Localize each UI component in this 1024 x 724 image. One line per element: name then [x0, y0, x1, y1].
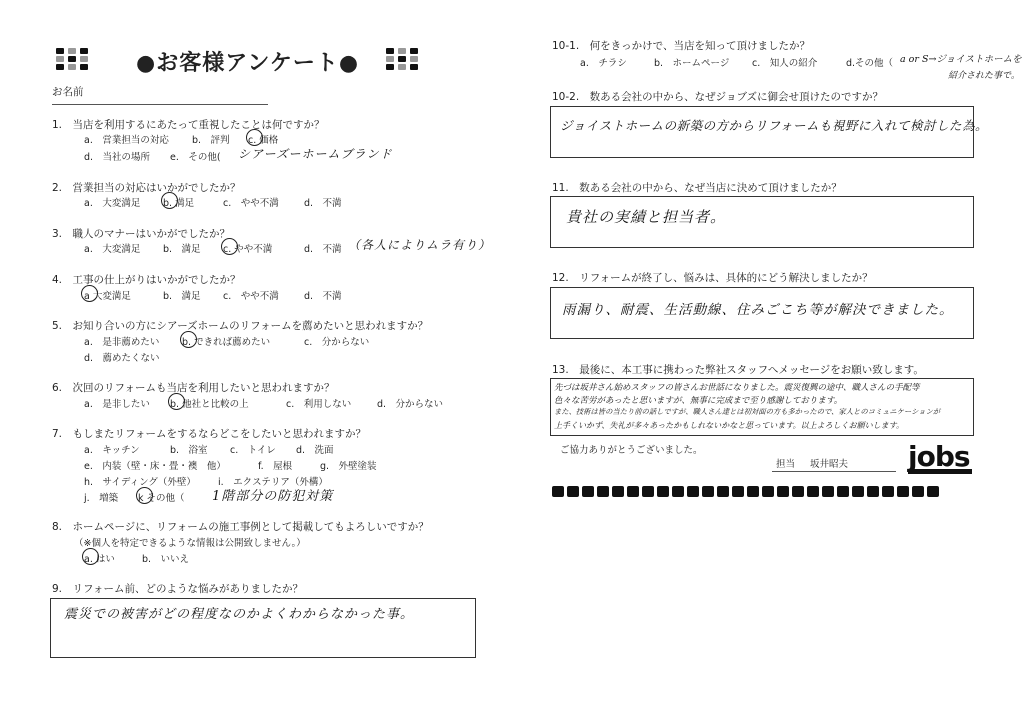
q4-option-b[interactable]: b. 満足	[163, 291, 201, 302]
q6-text: 6. 次回のリフォームも当店を利用したいと思われますか？	[52, 382, 335, 394]
q6-option-c[interactable]: c. 利用しない	[286, 399, 352, 410]
q7-option-a[interactable]: a. キッチン	[84, 445, 140, 456]
q3-option-c[interactable]: c. やや不満	[223, 244, 273, 255]
q1-option-c[interactable]: c. 価格	[248, 135, 279, 146]
q7-option-g[interactable]: g. 外壁塗装	[320, 461, 377, 472]
q1-option-a[interactable]: a. 営業担当の対応	[84, 135, 169, 146]
q7-text: 7. もしまたリフォームをするならどこをしたいと思われますか？	[52, 428, 366, 440]
q13-answer-line-4: 上手くいかず、失礼が多々あったかもしれないかなと思っています。以上よろしくお願いします。	[554, 421, 904, 430]
q7-option-d[interactable]: d. 洗面	[296, 445, 334, 456]
q2-selected-circle	[161, 192, 178, 209]
q7-option-k[interactable]: k その他（	[138, 493, 185, 504]
q7-option-b[interactable]: b. 浴室	[170, 445, 208, 456]
q7-option-h[interactable]: h. サイディング（外壁）	[84, 477, 196, 488]
q3-note-handwriting: （各人によりムラ有り）	[348, 238, 492, 252]
q8-note: （※個人を特定できるような情報は公開致しません。）	[74, 538, 306, 549]
q1-option-e[interactable]: e. その他(	[170, 152, 221, 163]
q11-answer-handwriting: 貴社の実績と担当者。	[566, 208, 727, 226]
q6-option-d[interactable]: d. 分からない	[377, 399, 444, 410]
q10-1-other-handwriting-2: 紹介された事で。	[948, 71, 1020, 81]
q3-text: 3. 職人のマナーはいかがでしたか？	[52, 228, 231, 240]
q2-text: 2. 営業担当の対応はいかがでしたか？	[52, 182, 241, 194]
name-underline	[52, 104, 268, 105]
q8-text: 8. ホームページに、リフォームの施工事例として掲載してもよろしいですか？	[52, 521, 429, 533]
q4-text: 4. 工事の仕上がりはいかがでしたか？	[52, 274, 241, 286]
jobs-logo-text: jobs	[908, 440, 970, 473]
staff-label: 担当	[776, 459, 796, 470]
name-label: お名前	[52, 86, 84, 98]
q4-selected-circle	[81, 285, 98, 302]
q1-other-handwriting: シアーズーホームブランド	[238, 147, 393, 161]
decor-squares-strip	[552, 486, 939, 497]
q4-option-a[interactable]: a 大変満足	[84, 291, 131, 302]
q10-2-answer-handwriting: ジョイストホームの新築の方からリフォームも視野に入れて検討した為。	[560, 118, 989, 133]
q7-other-handwriting: 1階部分の防犯対策	[212, 489, 334, 504]
q10-1-option-d[interactable]: d.その他（	[846, 58, 894, 69]
q13-answer-line-1: 先づは坂井さん始めスタッフの皆さんお世話になりました。震災復興の途中、職人さんの手配等	[554, 383, 920, 393]
q3-option-d[interactable]: d. 不満	[304, 244, 342, 255]
decor-squares-left	[56, 48, 90, 70]
q5-option-b[interactable]: b. できれば薦めたい	[182, 337, 271, 348]
q8-selected-circle	[82, 548, 99, 565]
q1-option-b[interactable]: b. 評判	[192, 135, 230, 146]
q9-text: 9. リフォーム前、どのような悩みがありましたか？	[52, 583, 303, 595]
q13-answer-line-2: 色々な苦労があったと思いますが、無事に完成まで至り感謝しております。	[554, 396, 843, 406]
q5-selected-circle	[180, 331, 197, 348]
q8-option-b[interactable]: b. いいえ	[142, 554, 190, 565]
q6-selected-circle	[168, 393, 185, 410]
q2-option-d[interactable]: d. 不満	[304, 198, 342, 209]
q10-1-option-a[interactable]: a. チラシ	[580, 58, 627, 69]
staff-underline	[772, 471, 896, 472]
page-title: ●お客様アンケート●	[136, 51, 360, 76]
q7-option-i[interactable]: i. エクステリア（外構）	[218, 477, 328, 488]
q10-1-text: 10-1. 何をきっかけで、当店を知って頂けましたか？	[552, 40, 810, 52]
q9-answer-handwriting: 震災での被害がどの程度なのかよくわからなかった事。	[64, 607, 415, 622]
q4-option-c[interactable]: c. やや不満	[223, 291, 279, 302]
q6-option-a[interactable]: a. 是非したい	[84, 399, 150, 410]
title-banner	[56, 45, 466, 77]
q1-option-d[interactable]: d. 当社の場所	[84, 152, 151, 163]
q7-option-c[interactable]: c. トイレ	[230, 445, 276, 456]
q13-answer-line-3: また、技術は皆の当たり前の話しですが、職人さん達とは初対面の方も多かったので、家人とのコミュニケーションが	[554, 407, 941, 416]
q5-option-d[interactable]: d. 薦めたくない	[84, 353, 160, 364]
q12-answer-handwriting: 雨漏り、耐震、生活動線、住みごこち等が解決できました。	[562, 302, 954, 318]
q5-text: 5. お知り合いの方にシアーズホームのリフォームを薦めたいと思われますか？	[52, 320, 429, 332]
q10-1-other-handwriting-1: a or S→ジョイストホームを	[900, 54, 1022, 65]
q5-option-c[interactable]: c. 分からない	[304, 337, 370, 348]
thanks-text: ご協力ありがとうございました。	[560, 445, 703, 456]
q10-1-option-b[interactable]: b. ホームページ	[654, 58, 730, 69]
q2-option-a[interactable]: a. 大変満足	[84, 198, 141, 209]
q7-selected-circle	[136, 487, 153, 504]
q1-text: 1. 当店を利用するにあたって重視したことは何ですか？	[52, 119, 325, 131]
q5-option-a[interactable]: a. 是非薦めたい	[84, 337, 160, 348]
jobs-logo	[908, 440, 972, 480]
q8-option-a[interactable]: a. はい	[84, 554, 115, 565]
q12-text: 12. リフォームが終了し、悩みは、具体的にどう解決しましたか？	[552, 272, 873, 284]
q2-option-c[interactable]: c. やや不満	[223, 198, 279, 209]
q4-option-d[interactable]: d. 不満	[304, 291, 342, 302]
q11-text: 11. 数ある会社の中から、なぜ当店に決めて頂けましたか？	[552, 182, 842, 194]
q13-text: 13. 最後に、本工事に携わった弊社スタッフへメッセージをお願い致します。	[552, 364, 924, 376]
q7-option-f[interactable]: f. 屋根	[258, 461, 293, 472]
staff-name: 坂井昭夫	[810, 459, 849, 470]
q10-2-text: 10-2. 数ある会社の中から、なぜジョブズに御会せ頂けたのですか？	[552, 91, 884, 103]
q6-option-b[interactable]: b. 他社と比較の上	[170, 399, 249, 410]
q3-selected-circle	[221, 238, 238, 255]
q1-selected-circle	[246, 129, 263, 146]
q3-option-b[interactable]: b. 満足	[163, 244, 201, 255]
q3-option-a[interactable]: a. 大変満足	[84, 244, 141, 255]
q2-option-b[interactable]: b. 満足	[163, 198, 195, 209]
q7-option-j[interactable]: j. 増築	[84, 493, 119, 504]
decor-squares-right	[386, 48, 420, 70]
q7-option-e[interactable]: e. 内装（壁・床・畳・襖 他）	[84, 461, 226, 472]
q10-1-option-c[interactable]: c. 知人の紹介	[752, 58, 818, 69]
